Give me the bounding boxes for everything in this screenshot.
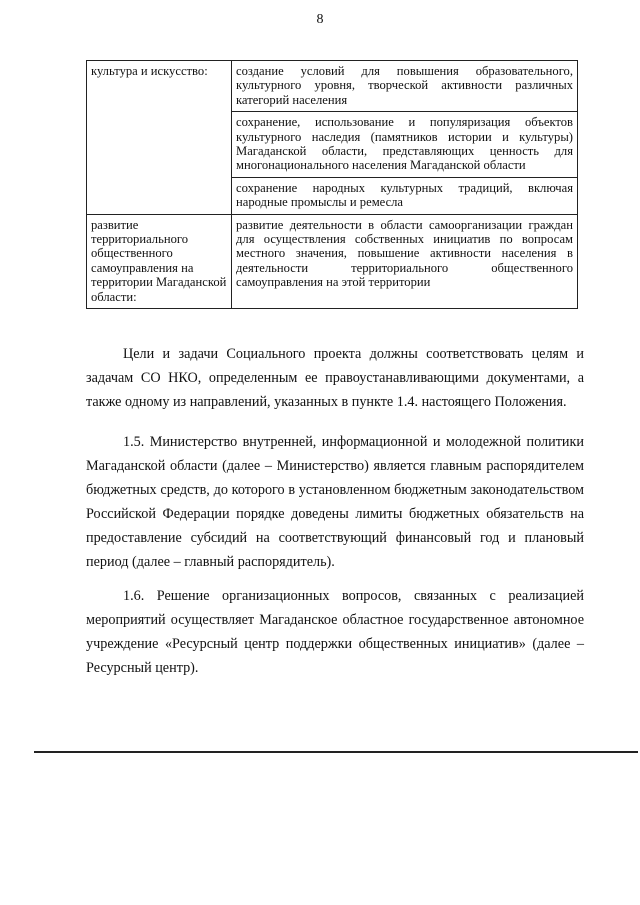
page-number: 8 [316,12,324,27]
bottom-divider [34,751,638,753]
table-cell: сохранение народных культурных традиций, включая народные промыслы и ремесла [232,177,578,214]
paragraph-1-6: 1.6. Решение организационных вопросов, связанных с реализацией мероприятий осуществляет Магаданское областное государственное автономное учреждение «Ресурсный центр поддержки общественных инициатив» (далее – Ресурсный центр). [86,588,584,676]
table-row [87,61,578,112]
paragraph-goals: Цели и задачи Социального проекта должны соответствовать целям и задачам СО НКО, определенным ее правоустанавливающими документами, а также одному из направлений, указанных в пункте 1.4. настоящего Положения. [86,346,584,410]
directions-table [86,60,578,309]
table-cell: сохранение, использование и популяризация объектов культурного наследия (памятников истории и культуры) Магаданской области, представляющих ценность для многонационального населения Магаданской области [232,112,578,178]
direction-self-government-label: развитие территориального общественного самоуправления на территории Магаданской области: [87,214,232,308]
table-cell: развитие деятельности в области самоорганизации граждан для осуществления собственных инициатив по вопросам местного значения, повышение активности населения в деятельности территориального общественного самоуправления на этой территории [232,214,578,308]
paragraph-1-5: 1.5. Министерство внутренней, информационной и молодежной политики Магаданской области (далее – Министерство) является главным распорядителем бюджетных средств, до которого в установленном бюджетным законодательством Российской Федерации порядке доведены лимиты бюджетных обязательств на предоставление субсидий на соответствующий финансовый год и плановый период (далее – главный распорядитель). [86,434,584,570]
table-row [87,214,578,308]
table-cell: создание условий для повышения образовательного, культурного уровня, творческой активности различных категорий населения [232,61,578,112]
direction-culture-label: культура и искусство: [87,61,232,215]
